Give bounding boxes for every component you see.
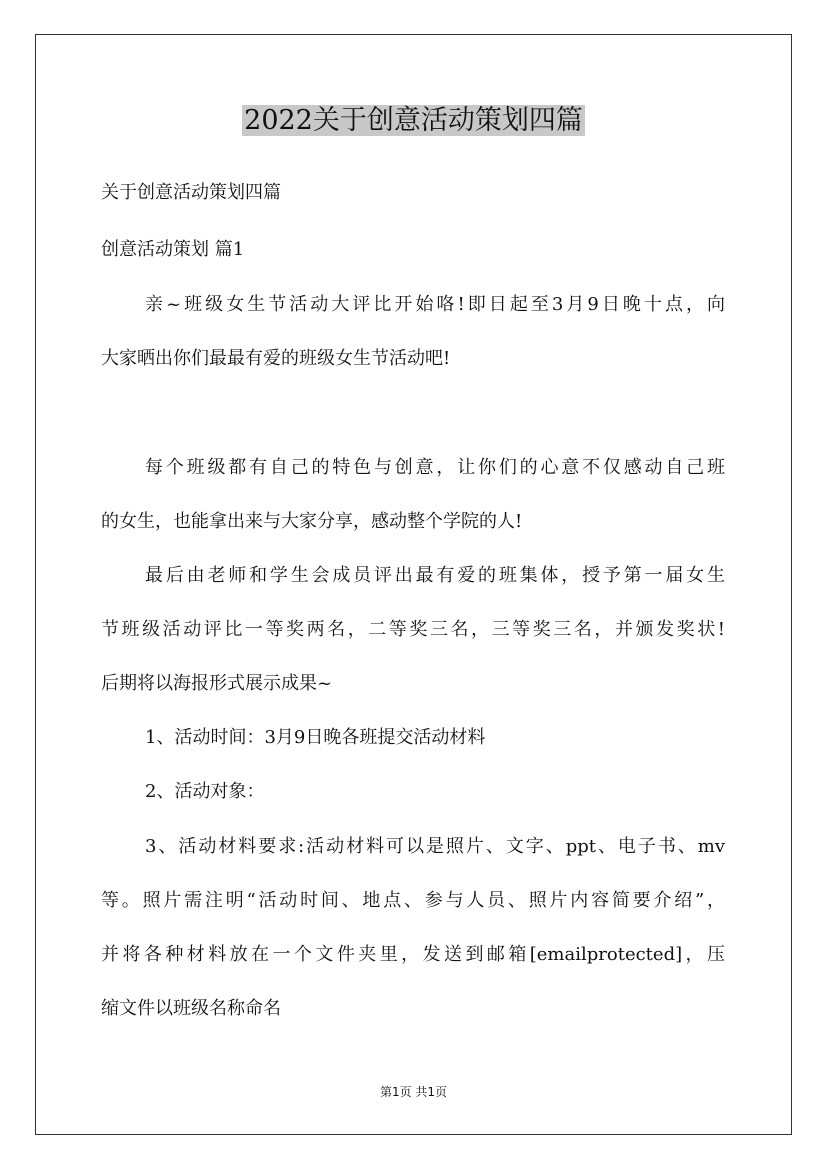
paragraph-line: 最后由老师和学生会成员评出最有爱的班集体，授予第一届女生: [145, 565, 725, 586]
paragraph-line: 并将各种材料放在一个文件夹里，发送到邮箱[emailprotected]，压: [101, 944, 725, 965]
paragraph-line: 缩文件以班级名称命名: [101, 998, 281, 1019]
section-heading: 创意活动策划 篇1: [101, 239, 245, 260]
paragraph-line: 节班级活动评比一等奖两名，二等奖三名，三等奖三名，并颁发奖状!: [101, 619, 725, 640]
list-item-time: 1、活动时间：3月9日晚各班提交活动材料: [145, 727, 486, 748]
paragraph-line: 的女生，也能拿出来与大家分享，感动整个学院的人!: [101, 511, 523, 532]
paragraph-line: 大家晒出你们最最有爱的班级女生节活动吧!: [101, 348, 451, 369]
document-title: [0, 101, 827, 141]
subtitle-line: 关于创意活动策划四篇: [101, 182, 281, 203]
document-title-text: 2022关于创意活动策划四篇: [244, 105, 583, 136]
paragraph-line: 等。照片需注明“活动时间、地点、参与人员、照片内容简要介绍”，: [101, 890, 725, 911]
paragraph-line: 每个班级都有自己的特色与创意，让你们的心意不仅感动自己班: [145, 457, 725, 478]
paragraph-line: 后期将以海报形式展示成果~: [101, 673, 333, 694]
list-item-audience: 2、活动对象：: [145, 781, 265, 802]
list-item-materials: 3、活动材料要求:活动材料可以是照片、文字、ppt、电子书、mv: [145, 836, 725, 857]
paragraph-line: 亲~班级女生节活动大评比开始咯!即日起至3月9日晚十点，向: [145, 294, 725, 315]
page-number-footer: 第1页 共1页: [379, 1085, 448, 1099]
